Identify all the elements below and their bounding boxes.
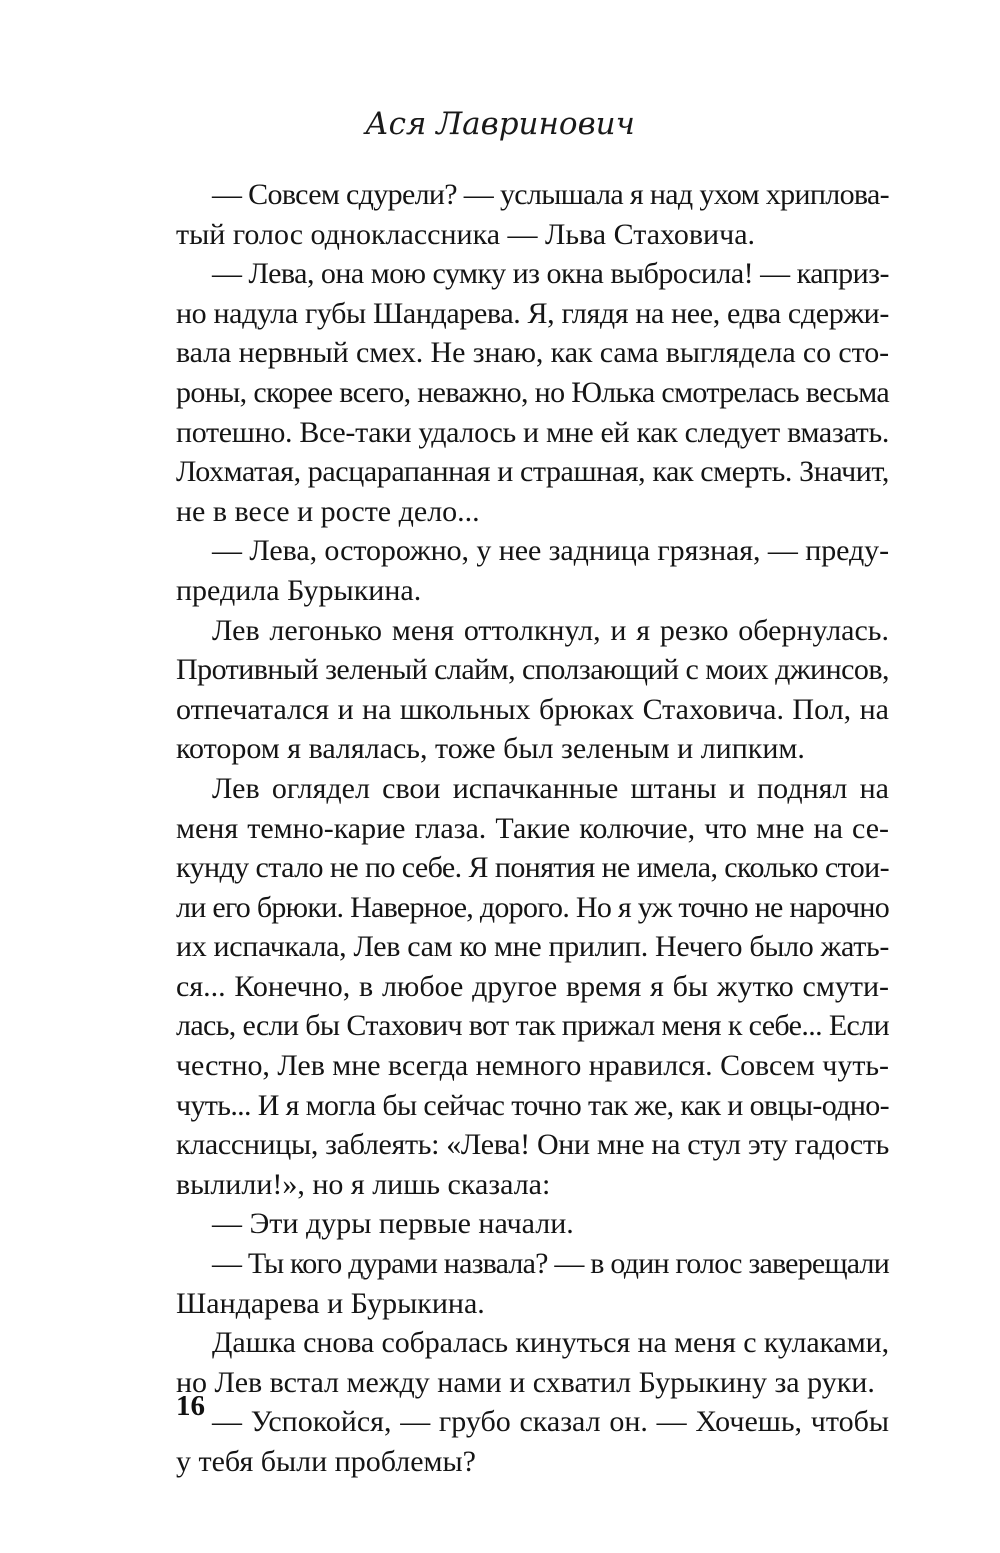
text-line: чуть... И я могла бы сейчас точно так же, как и овцы-одно- bbox=[176, 1088, 889, 1122]
text-line: котором я валялась, тоже был зеленым и липким. bbox=[176, 732, 805, 766]
text-line: Лев оглядел свои испачканные штаны и поднял на bbox=[212, 771, 889, 805]
text-line: Лохматая, расцарапанная и страшная, как смерть. Значит, bbox=[176, 455, 889, 489]
text-line: тый голос одноклассника — Льва Стаховича. bbox=[176, 217, 756, 251]
text-line: роны, скорее всего, неважно, но Юлька смотрелась весьма bbox=[176, 375, 889, 409]
text-line: потешно. Все-таки удалось и мне ей как следует вмазать. bbox=[176, 415, 890, 449]
text-line: кунду стало не по себе. Я понятия не имела, сколько стои- bbox=[176, 851, 889, 885]
text-line: Лев легонько меня оттолкнул, и я резко обернулась. bbox=[212, 613, 889, 647]
text-line: ся... Конечно, в любое другое время я бы жутко смути- bbox=[176, 969, 889, 1003]
text-line: — Эти дуры первые начали. bbox=[212, 1207, 574, 1241]
text-line: классницы, заблеять: «Лева! Они мне на стул эту гадость bbox=[176, 1128, 889, 1162]
text-line: — Совсем сдурели? — услышала я над ухом хриплова- bbox=[212, 178, 889, 211]
text-line: честно, Лев мне всегда немного нравился. Совсем чуть- bbox=[176, 1049, 889, 1083]
text-line: меня темно-карие глаза. Такие колючие, что мне на се- bbox=[176, 811, 889, 845]
text-line: не в весе и росте дело... bbox=[176, 494, 480, 528]
text-line: Дашка снова собралась кинуться на меня с кулаками, bbox=[212, 1326, 889, 1360]
text-line: но Лев встал между нами и схватил Бурыкину за руки. bbox=[176, 1365, 875, 1399]
text-line: вылили!», но я лишь сказала: bbox=[176, 1167, 551, 1201]
text-line: вала нервный смех. Не знаю, как сама выглядела со сто- bbox=[176, 336, 889, 370]
text-line: Шандарева и Бурыкина. bbox=[176, 1286, 485, 1320]
text-line: отпечатался и на школьных брюках Стаховича. Пол, на bbox=[176, 692, 889, 726]
text-line: — Лева, осторожно, у нее задница грязная, — преду- bbox=[212, 534, 889, 568]
text-line: ли его брюки. Наверное, дорого. Но я уж точно не нарочно bbox=[176, 890, 889, 924]
text-line: — Ты кого дурами назвала? — в один голос заверещали bbox=[212, 1247, 889, 1281]
body-text bbox=[176, 175, 889, 1482]
text-line: но надула губы Шандарева. Я, глядя на нее, едва сдержи- bbox=[176, 296, 889, 330]
text-line: — Успокойся, — грубо сказал он. — Хочешь, чтобы bbox=[212, 1405, 889, 1439]
text-line: лась, если бы Стахович вот так прижал меня к себе... Если bbox=[176, 1009, 889, 1043]
page-number: 16 bbox=[176, 1390, 205, 1422]
text-line: — Лева, она мою сумку из окна выбросила! — каприз- bbox=[212, 257, 889, 291]
running-header-author: Ася Лавринович bbox=[365, 106, 635, 142]
text-line: у тебя были проблемы? bbox=[176, 1445, 476, 1478]
text-line: их испачкала, Лев сам ко мне прилип. Нечего было жать- bbox=[176, 930, 889, 964]
text-line: предила Бурыкина. bbox=[176, 573, 422, 607]
text-line: Противный зеленый слайм, сползающий с моих джинсов, bbox=[176, 653, 889, 687]
